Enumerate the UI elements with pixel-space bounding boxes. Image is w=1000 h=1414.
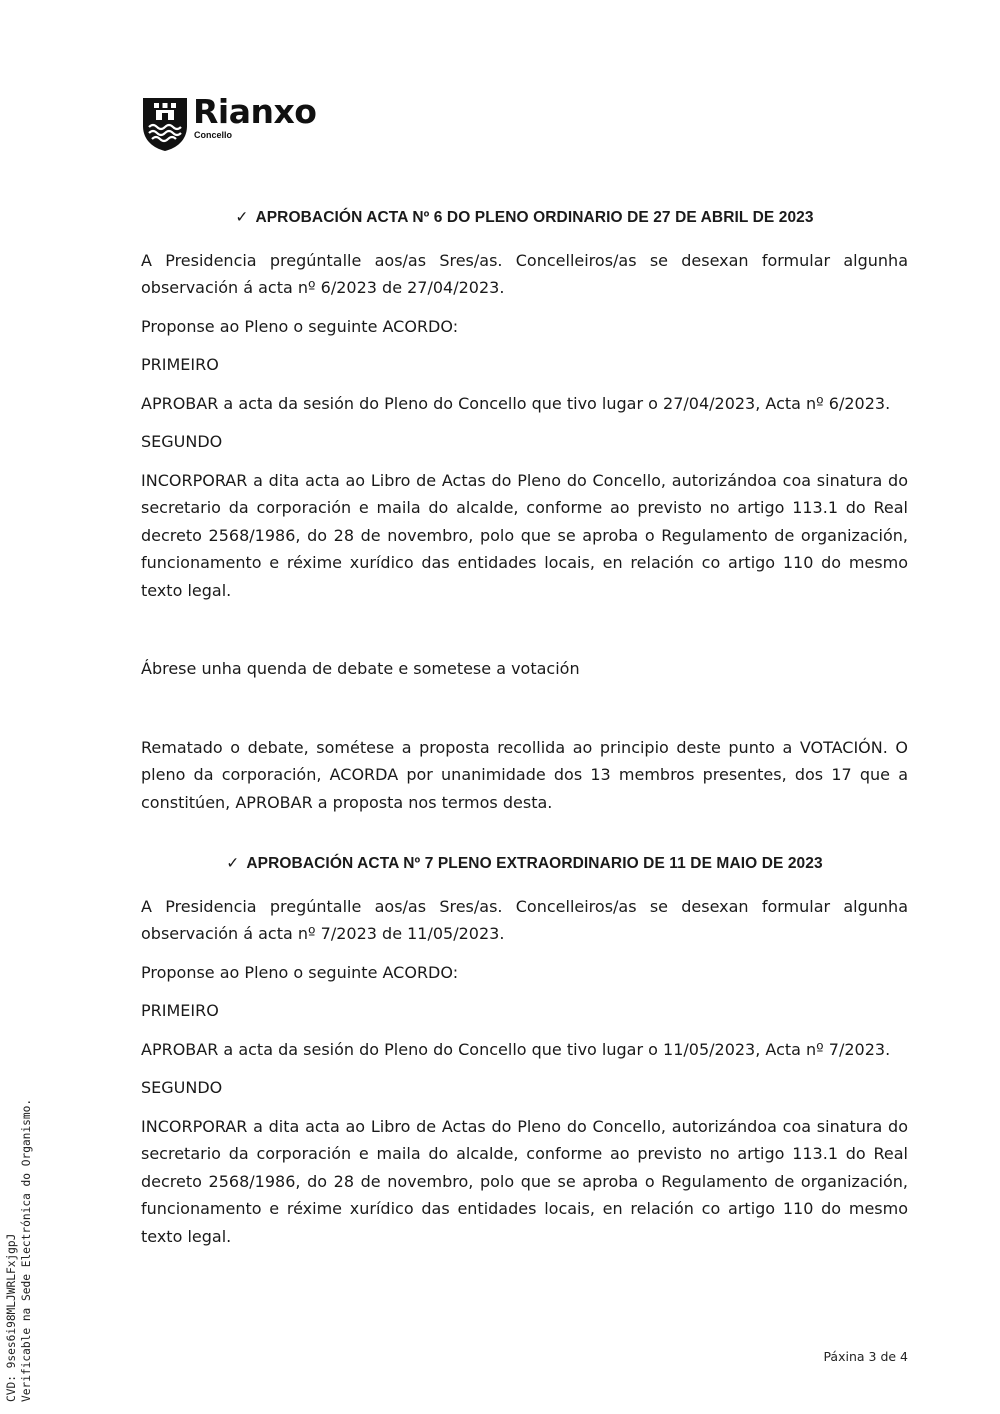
label-second: SEGUNDO: [141, 432, 223, 451]
paragraph-second: INCORPORAR a dita acta ao Libro de Actas do Pleno do Concello, autorizándoa coa sinatura do secretario da corporación e maila do alcalde, conforme ao previsto no artigo 113.1 do Real decreto 2568/1986, do 28 de novembro, polo que se aproba o Regulamento de organización, funcionamento e réxime xurídico das entidades locais, en relación co artigo 110 do mesmo texto legal.: [141, 1116, 908, 1246]
header-logo: [141, 92, 351, 152]
logo-subtitle: Concello: [194, 130, 233, 140]
spacer: [141, 694, 908, 734]
paragraph-first: APROBAR a acta da sesión do Pleno do Concello que tivo lugar o 27/04/2023, Acta nº 6/2023.: [141, 393, 891, 413]
section-heading: [141, 850, 908, 878]
label-second: SEGUNDO: [141, 1078, 223, 1097]
checkmark-icon: ✓: [235, 209, 249, 226]
section-heading-text: APROBACIÓN ACTA Nº 6 DO PLENO ORDINARIO DE 27 DE ABRIL DE 2023: [255, 209, 814, 226]
verification-code: [4, 1099, 34, 1402]
paragraph-proposal: Proponse ao Pleno o seguinte ACORDO:: [141, 316, 459, 336]
paragraph-proposal: Proponse ao Pleno o seguinte ACORDO:: [141, 962, 459, 982]
paragraph-intro: A Presidencia pregúntalle aos/as Sres/as. Concelleiros/as se desexan formular algunha observación á acta nº 6/2023 de 27/04/2023.: [141, 250, 908, 297]
paragraph-first: APROBAR a acta da sesión do Pleno do Concello que tivo lugar o 11/05/2023, Acta nº 7/2023.: [141, 1039, 891, 1059]
document-body: [141, 198, 908, 1261]
verification-note: Verificable na Sede Electrónica do Organismo.: [20, 1098, 33, 1402]
logo-name: Rianxo: [193, 92, 317, 131]
paragraph-intro: A Presidencia pregúntalle aos/as Sres/as. Concelleiros/as se desexan formular algunha observación á acta nº 7/2023 de 11/05/2023.: [141, 896, 908, 943]
paragraph-second: INCORPORAR a dita acta ao Libro de Actas do Pleno do Concello, autorizándoa coa sinatura do secretario da corporación e maila do alcalde, conforme ao previsto no artigo 113.1 do Real decreto 2568/1986, do 28 de novembro, polo que se aproba o Regulamento de organización, funcionamento e réxime xurídico das entidades locais, en relación co artigo 110 do mesmo texto legal.: [141, 470, 908, 600]
label-first: PRIMEIRO: [141, 355, 219, 374]
section-heading-text: APROBACIÓN ACTA Nº 7 PLENO EXTRAORDINARIO DE 11 DE MAIO DE 2023: [246, 855, 823, 872]
municipal-shield-icon: [141, 96, 189, 152]
paragraph-debate: Ábrese unha quenda de debate e sometese a votación: [141, 659, 580, 678]
cvd-code: CVD: 9ses6i98MLJWRLFxjgpJ: [5, 1233, 18, 1402]
paragraph-vote: Rematado o debate, sométese a proposta recollida ao principio deste punto a VOTACIÓN. O pleno da corporación, ACORDA por unanimidade dos 13 membros presentes, dos 17 que a constitúen, APROBAR a proposta nos termos desta.: [141, 737, 908, 812]
label-first: PRIMEIRO: [141, 1001, 219, 1020]
spacer: [141, 615, 908, 655]
page-number: Páxina 3 de 4: [823, 1349, 908, 1364]
section-heading: [141, 204, 908, 232]
checkmark-icon: ✓: [226, 855, 240, 872]
